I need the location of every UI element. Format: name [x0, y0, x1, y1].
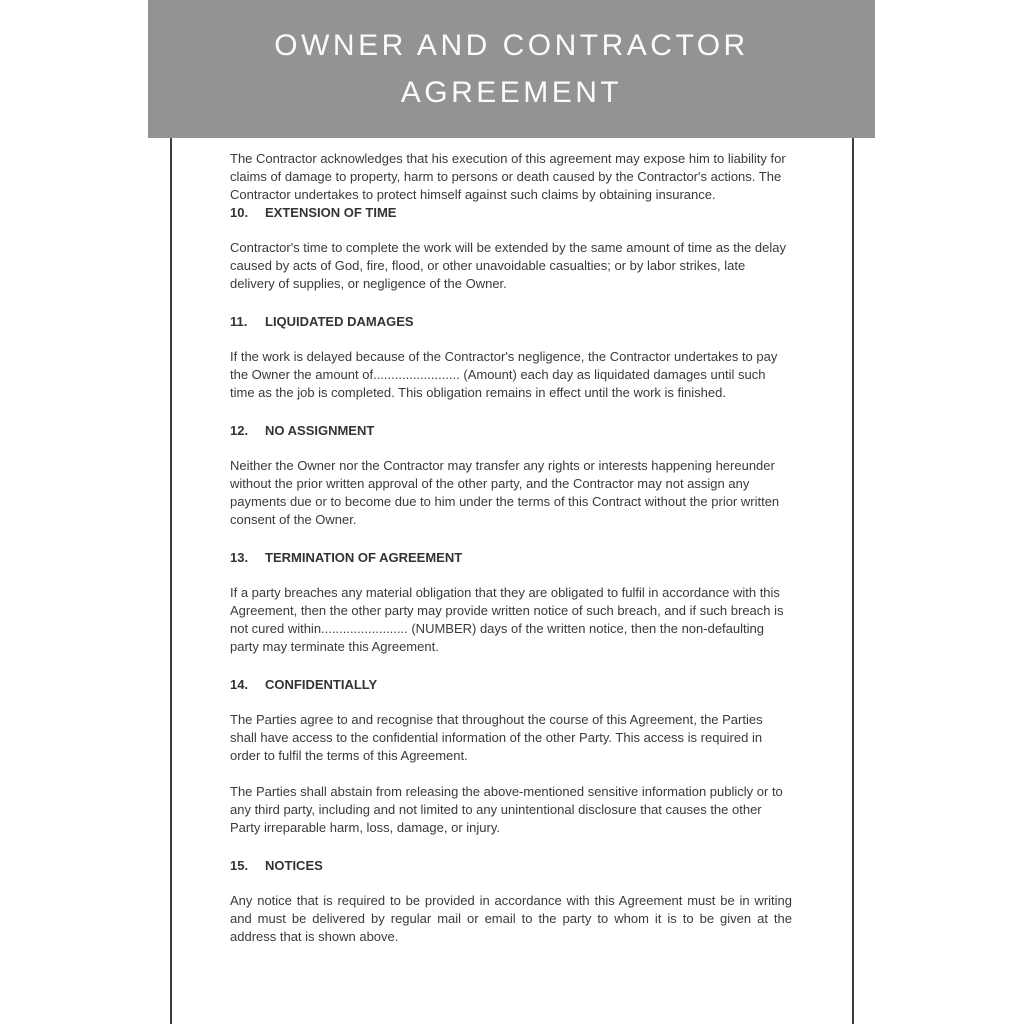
section-number: 14. — [230, 677, 249, 692]
section-heading — [230, 422, 792, 440]
section-paragraph: Neither the Owner nor the Contractor may transfer any rights or interests happening hereunder without the prior written approval of the other party, and the Contractor may not assign any payments due or to become due to him under the terms of this Contract without the prior written consent of the Owner. — [230, 458, 780, 527]
section-paragraph: Contractor's time to complete the work will be extended by the same amount of time as the delay caused by acts of God, fire, flood, or other unavoidable casualties; or by labor strikes, late delivery of supplies, or negligence of the Owner. — [230, 240, 786, 291]
section-13 — [230, 549, 792, 656]
section-14 — [230, 676, 792, 837]
section-number: 11. — [230, 314, 248, 329]
section-paragraph: The Parties agree to and recognise that throughout the course of this Agreement, the Parties shall have access to the confidential information of the other Party. This access is required in order to fulfil the terms of this Agreement. — [230, 712, 763, 763]
section-12 — [230, 422, 792, 529]
document-title-line2: AGREEMENT — [400, 76, 623, 109]
section-paragraph: The Parties shall abstain from releasing the above-mentioned sensitive information publicly or to any third party, including and not limited to any unintentional disclosure that causes the other Party irreparable harm, loss, damage, or injury. — [230, 784, 783, 835]
section-number: 10. — [230, 205, 249, 220]
section-paragraph: If a party breaches any material obligation that they are obligated to fulfil in accordance with this Agreement, then the other party may provide written notice of such breach, and if such breach is not cured within........................ (NUMBER) days of the written notice, then the non-defaulting party may terminate this Agreement. — [230, 585, 784, 654]
section-heading — [230, 857, 792, 875]
document-body — [230, 150, 792, 966]
section-heading — [230, 676, 792, 694]
section-11 — [230, 313, 792, 402]
section-number: 15. — [230, 858, 249, 873]
document-title-line1: OWNER AND CONTRACTOR — [274, 29, 749, 62]
intro-paragraph: The Contractor acknowledges that his execution of this agreement may expose him to liability for claims of damage to property, harm to persons or death caused by the Contractor's actions. The Contractor undertakes to protect himself against such claims by obtaining insurance. — [230, 151, 786, 202]
section-title: CONFIDENTIALLY — [265, 677, 378, 692]
section-title: NO ASSIGNMENT — [265, 423, 375, 438]
section-heading — [230, 313, 792, 331]
section-title: LIQUIDATED DAMAGES — [265, 314, 414, 329]
section-10 — [230, 204, 792, 293]
section-heading — [230, 204, 792, 222]
section-heading — [230, 549, 792, 567]
section-title: NOTICES — [265, 858, 323, 873]
section-paragraph: Any notice that is required to be provided in accordance with this Agreement must be in writing and must be delivered by regular mail or email to the party to whom it is to be given at the address that is shown above. — [230, 893, 792, 944]
section-title: TERMINATION OF AGREEMENT — [265, 550, 463, 565]
section-15 — [230, 857, 792, 946]
section-paragraph: If the work is delayed because of the Contractor's negligence, the Contractor undertakes to pay the Owner the amount of........................ (Amount) each day as liquidated damages until such time as the job is completed. This obligation remains in effect until the work is finished. — [230, 349, 778, 400]
header-band — [148, 0, 875, 138]
section-number: 12. — [230, 423, 249, 438]
section-title: EXTENSION OF TIME — [265, 205, 397, 220]
section-number: 13. — [230, 550, 249, 565]
